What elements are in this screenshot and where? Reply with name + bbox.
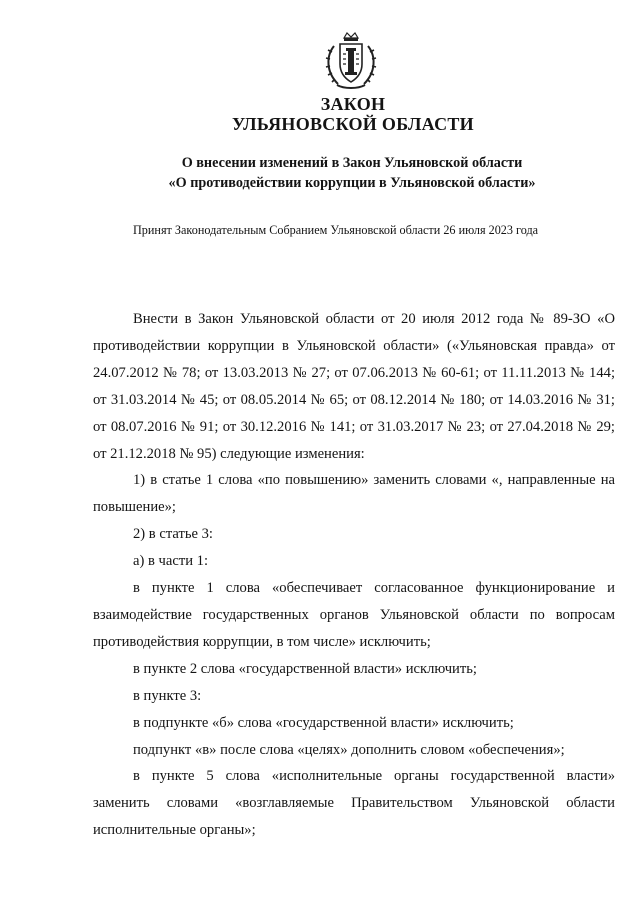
paragraph-subpoint-v: подпункт «в» после слова «целях» дополнить словом «обеспечения»; [133, 741, 565, 758]
paragraph-point-5: в пункте 5 слова «исполнительные органы государственной власти» заменить словами «возглавляемые Правительством Ульяновской области исполнительные органы»; [93, 768, 615, 839]
paragraph-item-2a: а) в части 1: [133, 553, 209, 570]
law-subtitle-line1: О внесении изменений в Закон Ульяновской области [181, 155, 523, 171]
paragraph-intro: Внести в Закон Ульяновской области от 20 июля 2012 года № 89-ЗО «О противодействии коррупции в Ульяновской области» («Ульяновская правда» от 24.07.2012 № 78; от 13.03.2013 № 27; от 07.06.2013 № 60-61; от 11.11.2013 № 144; от 31.03.2014 № 45; от 08.05.2014 № 65; от 08.12.2014 № 180; от 14.03.2016 № 31; от 08.07.2016 № 91; от 30.12.2016 № 141; от 31.03.2017 № 23; от 27.04.2018 № 29; от 21.12.2018 № 95) следующие изменения: [93, 311, 615, 462]
region-title: УЛЬЯНОВСКОЙ ОБЛАСТИ [232, 114, 474, 134]
law-subtitle-line2: «О противодействии коррупции в Ульяновской области» [168, 175, 536, 191]
paragraph-item-1: 1) в статье 1 слова «по повышению» заменить словами «, направленные на повышение»; [93, 472, 615, 516]
paragraph-point-2: в пункте 2 слова «государственной власти» исключить; [133, 660, 477, 677]
coat-of-arms-icon [320, 30, 382, 92]
law-title: ЗАКОН [320, 94, 386, 114]
paragraph-item-2: 2) в статье 3: [133, 526, 213, 543]
paragraph-point-3: в пункте 3: [133, 687, 202, 704]
law-body [93, 306, 615, 844]
paragraph-subpoint-b: в подпункте «б» слова «государственной власти» исключить; [133, 714, 514, 731]
paragraph-point-1: в пункте 1 слова «обеспечивает согласованное функционирование и взаимодействие государственных органов Ульяновской области по вопросам противодействия коррупции, в том числе» исключить; [93, 580, 615, 650]
adoption-note: Принят Законодательным Собранием Ульяновской области 26 июля 2023 года [133, 223, 539, 237]
